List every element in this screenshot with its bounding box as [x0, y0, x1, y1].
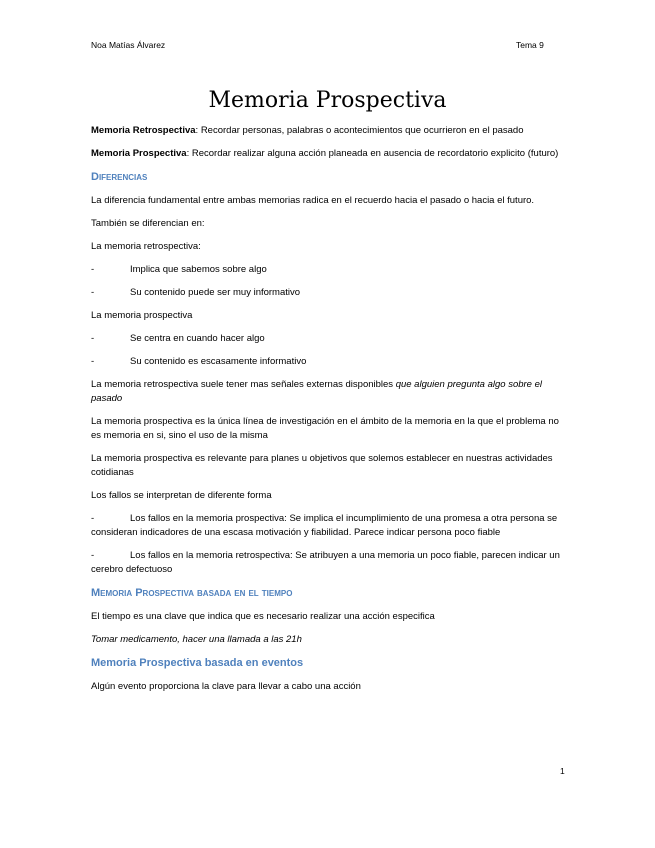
dash-bullet: - [91, 333, 95, 344]
list-item [91, 512, 563, 540]
document-body [91, 124, 563, 703]
list-item-text: Los fallos en la memoria prospectiva: Se implica el incumplimiento de una promesa a otra persona se consideran indicadores de una escasa motivación y fiabilidad. Parece indicar persona poco fiable [91, 513, 558, 538]
list-item [91, 332, 563, 346]
paragraph-text: La memoria retrospectiva suele tener mas señales externas disponibles [91, 379, 396, 390]
list-item-text: Se centra en cuando hacer algo [130, 333, 265, 344]
dash-bullet: - [91, 550, 95, 561]
page-number: 1 [560, 766, 565, 776]
paragraph: La memoria prospectiva es relevante para planes u objetivos que solemos establecer en nuestras actividades cotidianas [91, 453, 553, 478]
dash-bullet: - [91, 264, 95, 275]
definition-text: : Recordar realizar alguna acción planeada en ausencia de recordatorio explicito (futuro) [186, 148, 559, 159]
header-topic: Tema 9 [516, 40, 544, 50]
list-item-text: Los fallos en la memoria retrospectiva: Se atribuyen a una memoria un poco fiable, parecen indicar un cerebro defectuoso [91, 550, 560, 575]
paragraph: Algún evento proporciona la clave para llevar a cabo una acción [91, 681, 361, 692]
section-heading-time-based: Memoria Prospectiva basada en el tiempo [91, 587, 293, 599]
paragraph: También se diferencian en: [91, 218, 205, 229]
dash-bullet: - [91, 513, 95, 524]
definition-retrospective [91, 124, 563, 138]
paragraph: La memoria prospectiva es la única línea de investigación en el ámbito de la memoria en la que el problema no es memoria en si, sino el uso de la misma [91, 416, 559, 441]
header-author: Noa Matías Álvarez [91, 40, 166, 50]
example-text: Tomar medicamento, hacer una llamada a las 21h [91, 634, 302, 645]
list-item-text: Implica que sabemos sobre algo [130, 264, 267, 275]
list-item-text: Su contenido puede ser muy informativo [130, 287, 301, 298]
list-item-text: Su contenido es escasamente informativo [130, 356, 307, 367]
paragraph: El tiempo es una clave que indica que es necesario realizar una acción especifica [91, 611, 435, 622]
list-label: La memoria retrospectiva: [91, 241, 201, 252]
paragraph: Los fallos se interpretan de diferente forma [91, 490, 272, 501]
definition-text: : Recordar personas, palabras o acontecimientos que ocurrieron en el pasado [195, 125, 524, 136]
definition-prospective [91, 147, 563, 161]
paragraph-italic: que alguien pregunta algo sobre el pasado [91, 379, 542, 404]
paragraph: La diferencia fundamental entre ambas memorias radica en el recuerdo hacia el pasado o hacia el futuro. [91, 195, 535, 206]
dash-bullet: - [91, 356, 95, 367]
section-heading-differences: Diferencias [91, 171, 148, 183]
paragraph [91, 378, 563, 406]
list-item [91, 355, 563, 369]
list-label: La memoria prospectiva [91, 310, 193, 321]
list-item [91, 549, 563, 577]
list-item [91, 286, 563, 300]
section-heading-event-based: Memoria Prospectiva basada en eventos [91, 657, 304, 669]
dash-bullet: - [91, 287, 95, 298]
definition-term: Memoria Retrospectiva [91, 125, 196, 136]
list-item [91, 263, 563, 277]
definition-term: Memoria Prospectiva [91, 148, 187, 159]
page-title: Memoria Prospectiva [208, 88, 447, 113]
